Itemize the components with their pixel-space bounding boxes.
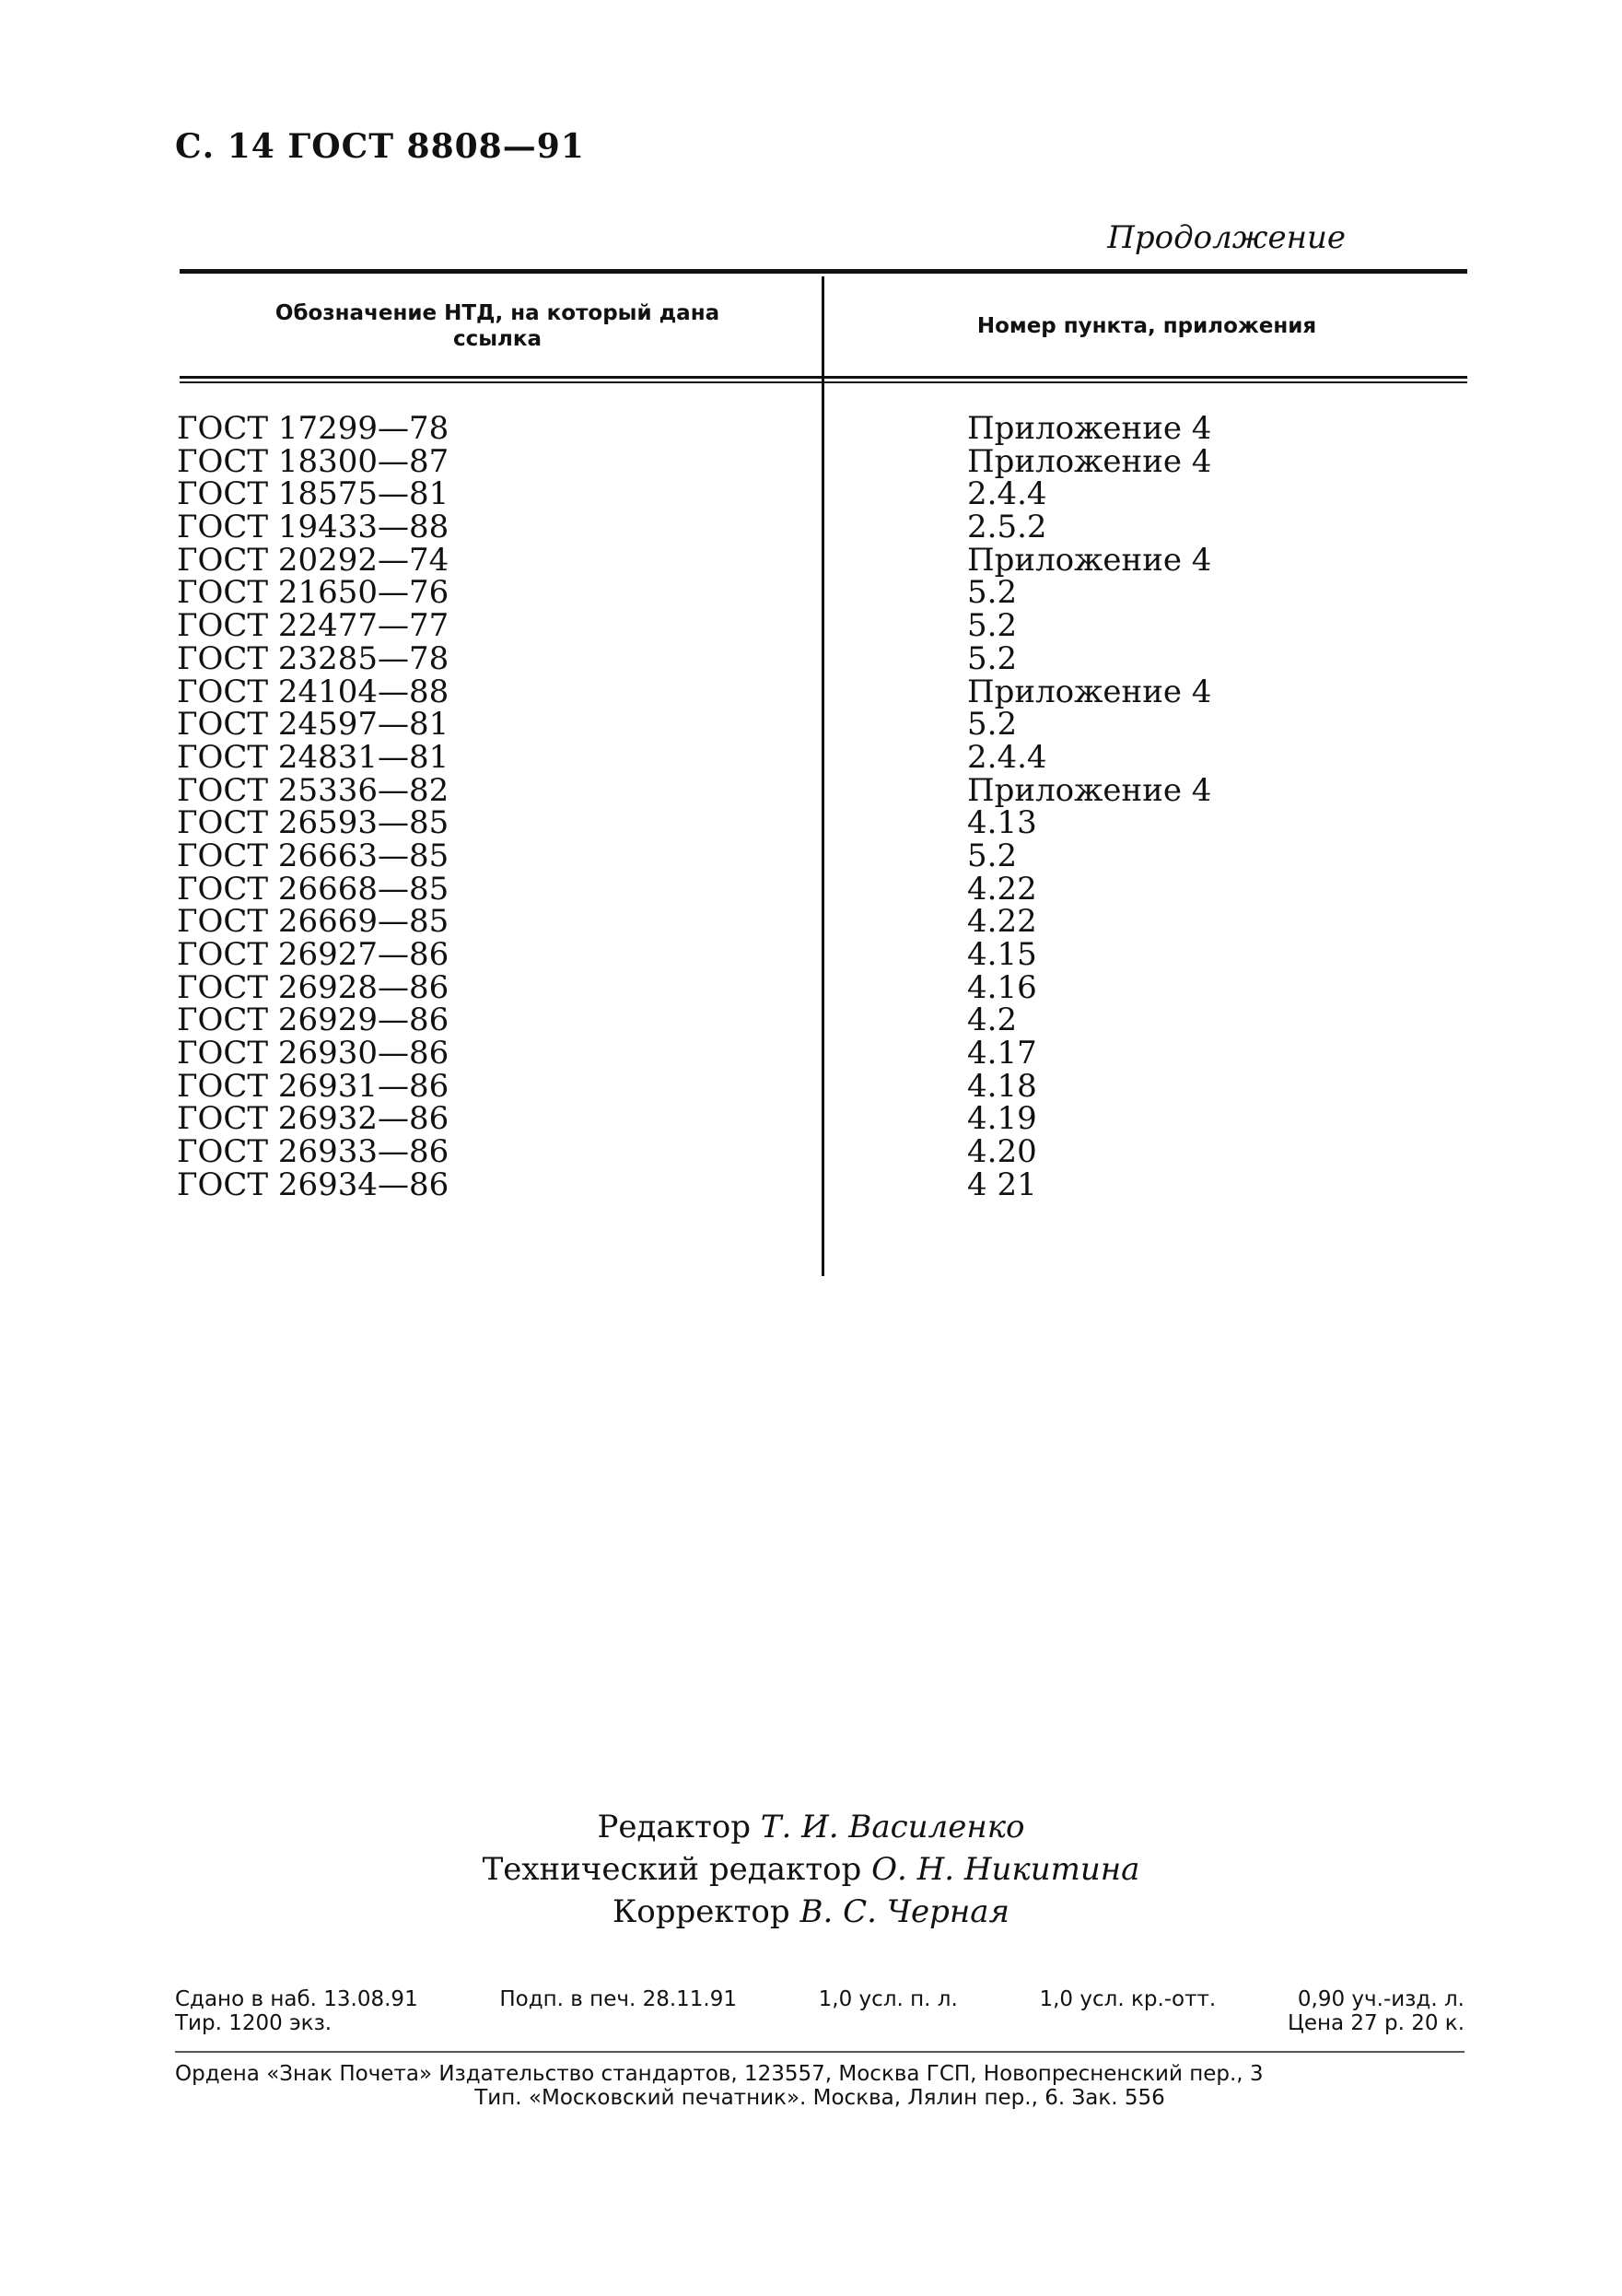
table-row-document: ГОСТ 26668—85 [177,870,449,908]
table-row-clause: 4.15 [967,936,1037,973]
editor-line [0,1806,1622,1848]
proofreader-name: В. С. Черная [799,1893,1010,1930]
table-row-clause: 4.17 [967,1035,1037,1072]
table-row-document: ГОСТ 26933—86 [177,1133,449,1171]
imprint-dates-line [175,1987,1464,2011]
table-row-clause: 2.5.2 [967,509,1047,546]
table-row-document: ГОСТ 26663—85 [177,837,449,874]
table-row-clause: 5.2 [967,706,1018,744]
table-column-divider [822,276,824,1276]
table-row-document: ГОСТ 26932—86 [177,1100,449,1138]
table-row-document: ГОСТ 18575—81 [177,475,449,513]
table-row-clause: 4 21 [967,1166,1037,1203]
table-row-document: ГОСТ 26927—86 [177,936,449,973]
table-row-document: ГОСТ 26931—86 [177,1067,449,1105]
table-row-document: ГОСТ 21650—76 [177,574,449,612]
table-row-clause: 4.13 [967,804,1037,842]
imprint-divider [175,2051,1464,2053]
imprint-circulation-line [175,2011,1464,2035]
table-row-clause: 4.20 [967,1133,1037,1171]
table-row-document: ГОСТ 24831—81 [177,738,449,776]
imprint-price: Цена 27 р. 20 к. [1287,2011,1464,2035]
table-row-document: ГОСТ 26928—86 [177,968,449,1006]
table-row-clause: 4.22 [967,903,1037,941]
clause-column [967,410,1212,1203]
continuation-label: Продолжение [1107,219,1346,256]
imprint-color-prints: 1,0 усл. кр.-отт. [1039,1987,1217,2011]
tech-editor-line [0,1848,1622,1891]
table-row-document: ГОСТ 26930—86 [177,1035,449,1072]
table-row-clause: 5.2 [967,837,1018,874]
table-row-clause: Приложение 4 [967,442,1212,480]
table-row-clause: 4.19 [967,1100,1037,1138]
table-row-clause: 5.2 [967,607,1018,645]
imprint-signed: Подп. в печ. 28.11.91 [499,1987,737,2011]
table-row-document: ГОСТ 24597—81 [177,706,449,744]
proofreader-line [0,1891,1622,1933]
table-top-rule [180,269,1467,274]
table-row-document: ГОСТ 26669—85 [177,903,449,941]
imprint-typeset: Сдано в наб. 13.08.91 [175,1987,418,2011]
imprint-circulation: Тир. 1200 экз. [175,2011,333,2035]
imprint-publisher-sheets: 0,90 уч.-изд. л. [1297,1987,1464,2011]
proofreader-label: Корректор [612,1893,790,1930]
table-row-document: ГОСТ 26929—86 [177,1002,449,1039]
tech-editor-label: Технический редактор [482,1851,862,1888]
table-row-document: ГОСТ 26593—85 [177,804,449,842]
table-row-document: ГОСТ 18300—87 [177,442,449,480]
imprint-print-sheets: 1,0 усл. п. л. [818,1987,958,2011]
table-row-clause: 5.2 [967,639,1018,677]
table-row-clause: 4.2 [967,1002,1018,1039]
table-row-document: ГОСТ 19433—88 [177,509,449,546]
table-header-rule [180,376,1467,383]
table-row-clause: Приложение 4 [967,673,1212,710]
table-row-document: ГОСТ 23285—78 [177,639,449,677]
table-row-clause: 2.4.4 [967,738,1047,776]
table-row-clause: 4.22 [967,870,1037,908]
table-row-document: ГОСТ 20292—74 [177,541,449,579]
table-row-clause: 4.18 [967,1067,1037,1105]
credits-block [0,1806,1622,1933]
table-row-clause: Приложение 4 [967,541,1212,579]
imprint-publisher: Ордена «Знак Почета» Издательство стандартов, 123557, Москва ГСП, Новопресненский пер., 3 [175,2062,1264,2086]
table-row-document: ГОСТ 25336—82 [177,771,449,809]
table-row-clause: 2.4.4 [967,475,1047,513]
table-row-document: ГОСТ 24104—88 [177,673,449,710]
column-header-document: Обозначение НТД, на который дана ссылка [274,301,720,351]
table-row-document: ГОСТ 17299—78 [177,410,449,447]
column-header-clause: Номер пункта, приложения [976,314,1317,338]
editor-label: Редактор [597,1809,751,1845]
editor-name: Т. И. Василенко [760,1809,1025,1845]
imprint-printer: Тип. «Московский печатник». Москва, Лялин пер., 6. Зак. 556 [474,2086,1165,2110]
page-header: С. 14 ГОСТ 8808—91 [175,127,585,166]
tech-editor-name: О. Н. Никитина [871,1851,1140,1888]
table-row-document: ГОСТ 26934—86 [177,1166,449,1203]
document-column [177,410,449,1203]
table-row-clause: 5.2 [967,574,1018,612]
table-row-clause: Приложение 4 [967,771,1212,809]
table-row-clause: Приложение 4 [967,410,1212,447]
table-row-document: ГОСТ 22477—77 [177,607,449,645]
table-row-clause: 4.16 [967,968,1037,1006]
